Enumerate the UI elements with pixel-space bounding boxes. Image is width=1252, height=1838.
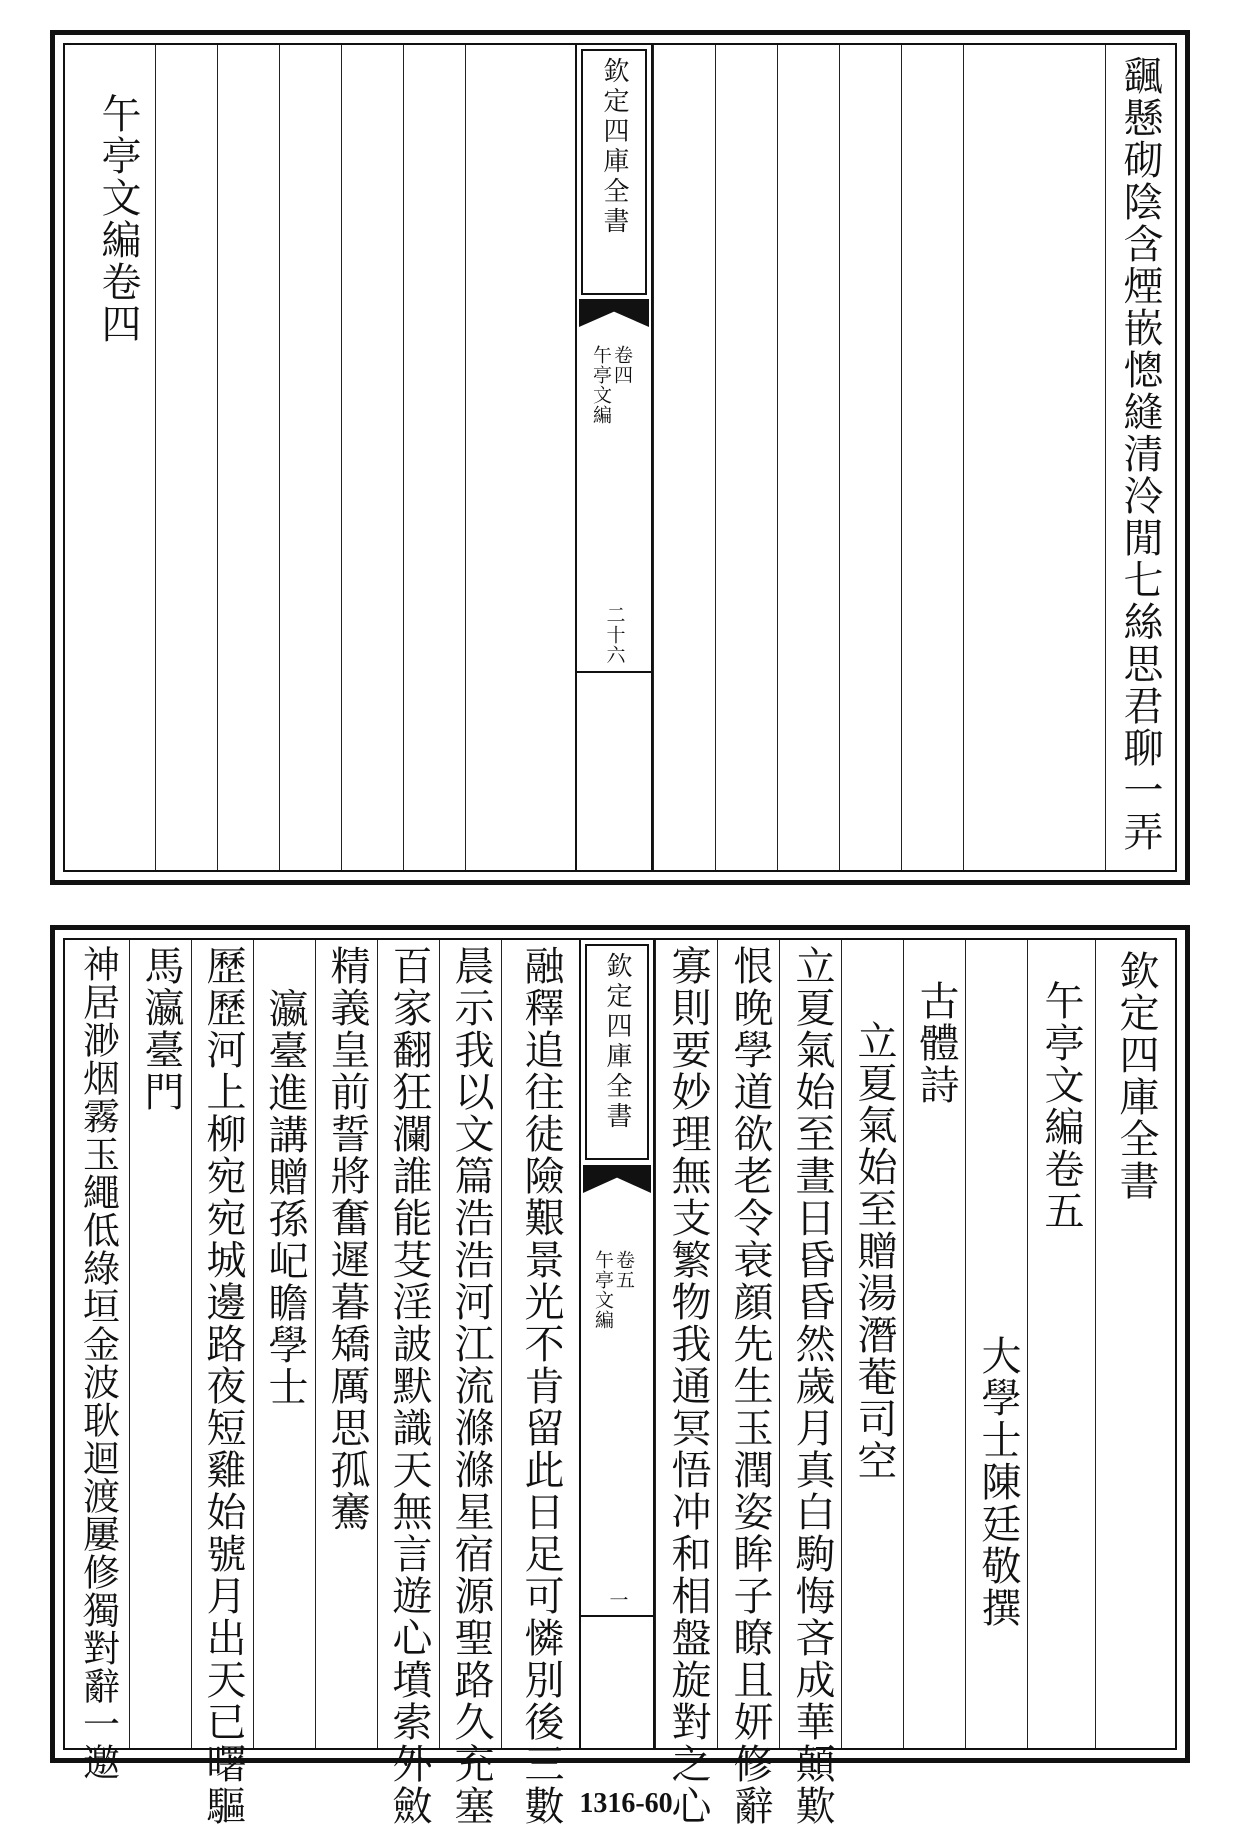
poem-title: 瀛臺進講贈孫屺瞻學士 [262,988,308,1408]
text-column [83,45,153,870]
text-column [1101,940,1171,1748]
column-rule [377,940,378,1748]
poem-line: 歷歷河上柳宛宛城邊路夜短雞始號月出天已曙驅 [200,945,246,1827]
text-column [193,940,253,1827]
column-rule [341,45,342,870]
column-rule [315,940,316,1748]
spine-folio [577,605,651,665]
column-rule [653,45,654,870]
center-spine [579,940,655,1748]
spine-title-box [585,944,649,1160]
text-column [843,940,905,1748]
center-spine [575,45,653,870]
spine-folio [581,1590,653,1610]
column-rule [465,45,466,870]
work-title: 午亭文編卷五 [1038,980,1084,1232]
text-column [441,940,501,1827]
column-rule [129,940,130,1748]
poem-line: 馬瀛臺門 [138,945,184,1113]
column-rule [839,45,840,870]
poem-title: 立夏氣始至贈湯潛菴司空 [851,1020,897,1482]
fishtail-mark [583,1165,651,1193]
text-column [379,940,439,1827]
folio-number: 二十六 [603,605,626,665]
column-rule [1095,940,1096,1748]
text-column [905,940,967,1748]
column-rule [655,940,656,1748]
text-column [317,940,377,1748]
spine-subtitle-line: 午亭文編 [592,1250,614,1330]
column-rule [963,45,964,870]
text-column [657,940,719,1827]
spine-title: 欽定四庫全書 [599,57,629,237]
column-rule [439,940,440,1748]
poem-continuation: 颻懸砌陰含煙嵌憁縫清泠閒七絲思君聊一弄 [1117,55,1163,853]
poem-line: 融釋追往徒險艱景光不肯留此日足可憐別後三數 [518,945,564,1827]
poem-line: 百家翻狂瀾誰能芟淫詖默識天無言遊心墳索外斂 [386,945,432,1827]
text-column [131,940,191,1748]
column-rule [155,45,156,870]
top-page [50,30,1190,885]
spine-rule [577,671,651,673]
poem-line: 晨示我以文篇浩浩河江流滌滌星宿源聖路久充塞 [448,945,494,1827]
text-column [503,940,579,1827]
author-line: 大學士陳廷敬撰 [975,1335,1021,1629]
poem-line: 神居渺烟霧玉繩低綠垣金波耿迴渡屢修獨對辭一邀 [76,945,120,1781]
poem-line: 恨晚學道欲老令衰顔先生玉潤姿眸子瞭且妍修辭 [727,945,773,1827]
poem-line: 寡則要妙理無支繁物我通冥悟冲和相盤旋對之心 [665,945,711,1827]
column-rule [777,45,778,870]
spine-subtitle [593,1250,633,1330]
text-column [1029,940,1093,1748]
column-rule [501,940,502,1748]
column-rule [253,940,254,1748]
column-rule [403,45,404,870]
spine-title-box [581,49,647,295]
spine-subtitle [591,345,631,425]
text-column [255,940,315,1748]
column-rule [279,45,280,870]
fishtail-mark [579,299,649,327]
text-column [781,940,843,1827]
poem-line: 立夏氣始至晝日昏昏然歲月真白駒悔吝成華顛歎 [789,945,835,1827]
volume-colophon: 午亭文編卷四 [95,93,141,345]
collection-header: 欽定四庫全書 [1113,950,1159,1202]
column-rule [217,45,218,870]
poem-line: 精義皇前誓將奮遲暮矯厲思孤騫 [324,945,370,1533]
top-page-frame [63,43,1177,872]
spine-title: 欽定四庫全書 [602,952,632,1132]
text-column [967,940,1029,1748]
spine-rule [581,1615,653,1617]
spine-subtitle-line: 卷四 [611,345,633,385]
column-rule [715,45,716,870]
text-column [719,940,781,1827]
column-rule [901,45,902,870]
spine-subtitle-line: 午亭文編 [590,345,612,425]
spine-subtitle-line: 卷五 [613,1250,635,1290]
page-number: 1316-60 [579,1788,673,1819]
section-heading: 古體詩 [913,980,959,1106]
text-column [67,940,129,1781]
column-rule [1105,45,1106,870]
column-rule [191,940,192,1748]
text-column [1110,45,1170,870]
folio-number: 一 [606,1590,629,1610]
